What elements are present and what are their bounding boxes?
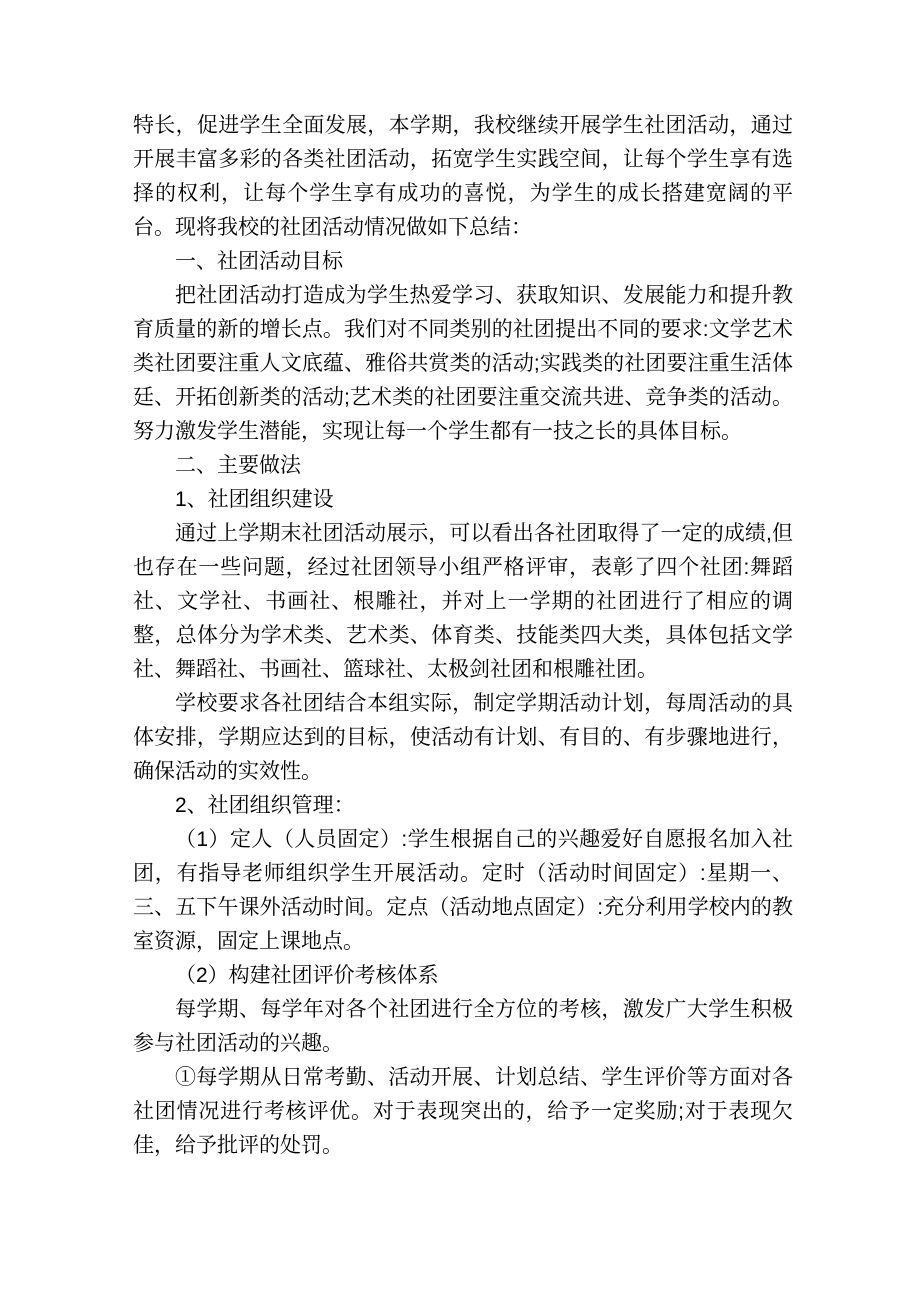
subheading-club-organization-building: 1、社团组织建设 xyxy=(175,488,334,511)
paragraph-evaluation-criteria: ①每学期从日常考勤、活动开展、计划总结、学生评价等方面对各社团情况进行考核评优。对于表现突出的，给予一定奖励;对于表现欠佳，给予批评的处罚。 xyxy=(133,1066,793,1157)
paragraph-intro-continuation: 特长，促进学生全面发展，本学期，我校继续开展学生社团活动，通过开展丰富多彩的各类社团活动，拓宽学生实践空间，让每个学生享有选择的权利，让每个学生享有成功的喜悦，为学生的成长搭建宽阔的平台。现将我校的社团活动情况做如下总结： xyxy=(133,114,793,239)
heading-club-activity-goals: 一、社团活动目标 xyxy=(175,250,343,273)
paragraph-goals-detail: 把社团活动打造成为学生热爱学习、获取知识、发展能力和提升教育质量的新的增长点。我们对不同类别的社团提出不同的要求:文学艺术类社团要注重人文底蕴、雅俗共赏类的活动;实践类的社团要注重生活体廷、开拓创新类的活动;艺术类的社团要注重交流共进、竞争类的活动。努力激发学生潜能，实现让每一个学生都有一技之长的具体目标。 xyxy=(133,284,793,443)
paragraph-semester-plan-requirement: 学校要求各社团结合本组实际，制定学期活动计划，每周活动的具体安排，学期应达到的目标，使活动有计划、有目的、有步骤地进行，确保活动的实效性。 xyxy=(133,692,793,783)
paragraph-fixed-person-time-place: （1）定人（人员固定）:学生根据自己的兴趣爱好自愿报名加入社团，有指导老师组织学生开展活动。定时（活动时间固定）:星期一、三、五下午课外活动时间。定点（活动地点固定）:充分利用学校内的教室资源，固定上课地点。 xyxy=(133,828,793,953)
subheading-club-organization-management: 2、社团组织管理： xyxy=(175,794,355,817)
paragraph-evaluation-overview: 每学期、每学年对各个社团进行全方位的考核，激发广大学生积极参与社团活动的兴趣。 xyxy=(133,998,793,1055)
subheading-evaluation-system: （2）构建社团评价考核体系 xyxy=(175,964,439,987)
paragraph-organization-building-detail: 通过上学期末社团活动展示，可以看出各社团取得了一定的成绩,但也存在一些问题，经过社团领导小组严格评审，表彰了四个社团:舞蹈社、文学社、书画社、根雕社，并对上一学期的社团进行了相应的调整，总体分为学术类、艺术类、体育类、技能类四大类，具体包括文学社、舞蹈社、书画社、篮球社、太极剑社团和根雕社团。 xyxy=(133,522,793,681)
heading-main-practices: 二、主要做法 xyxy=(175,454,301,477)
document-body xyxy=(133,109,793,1163)
